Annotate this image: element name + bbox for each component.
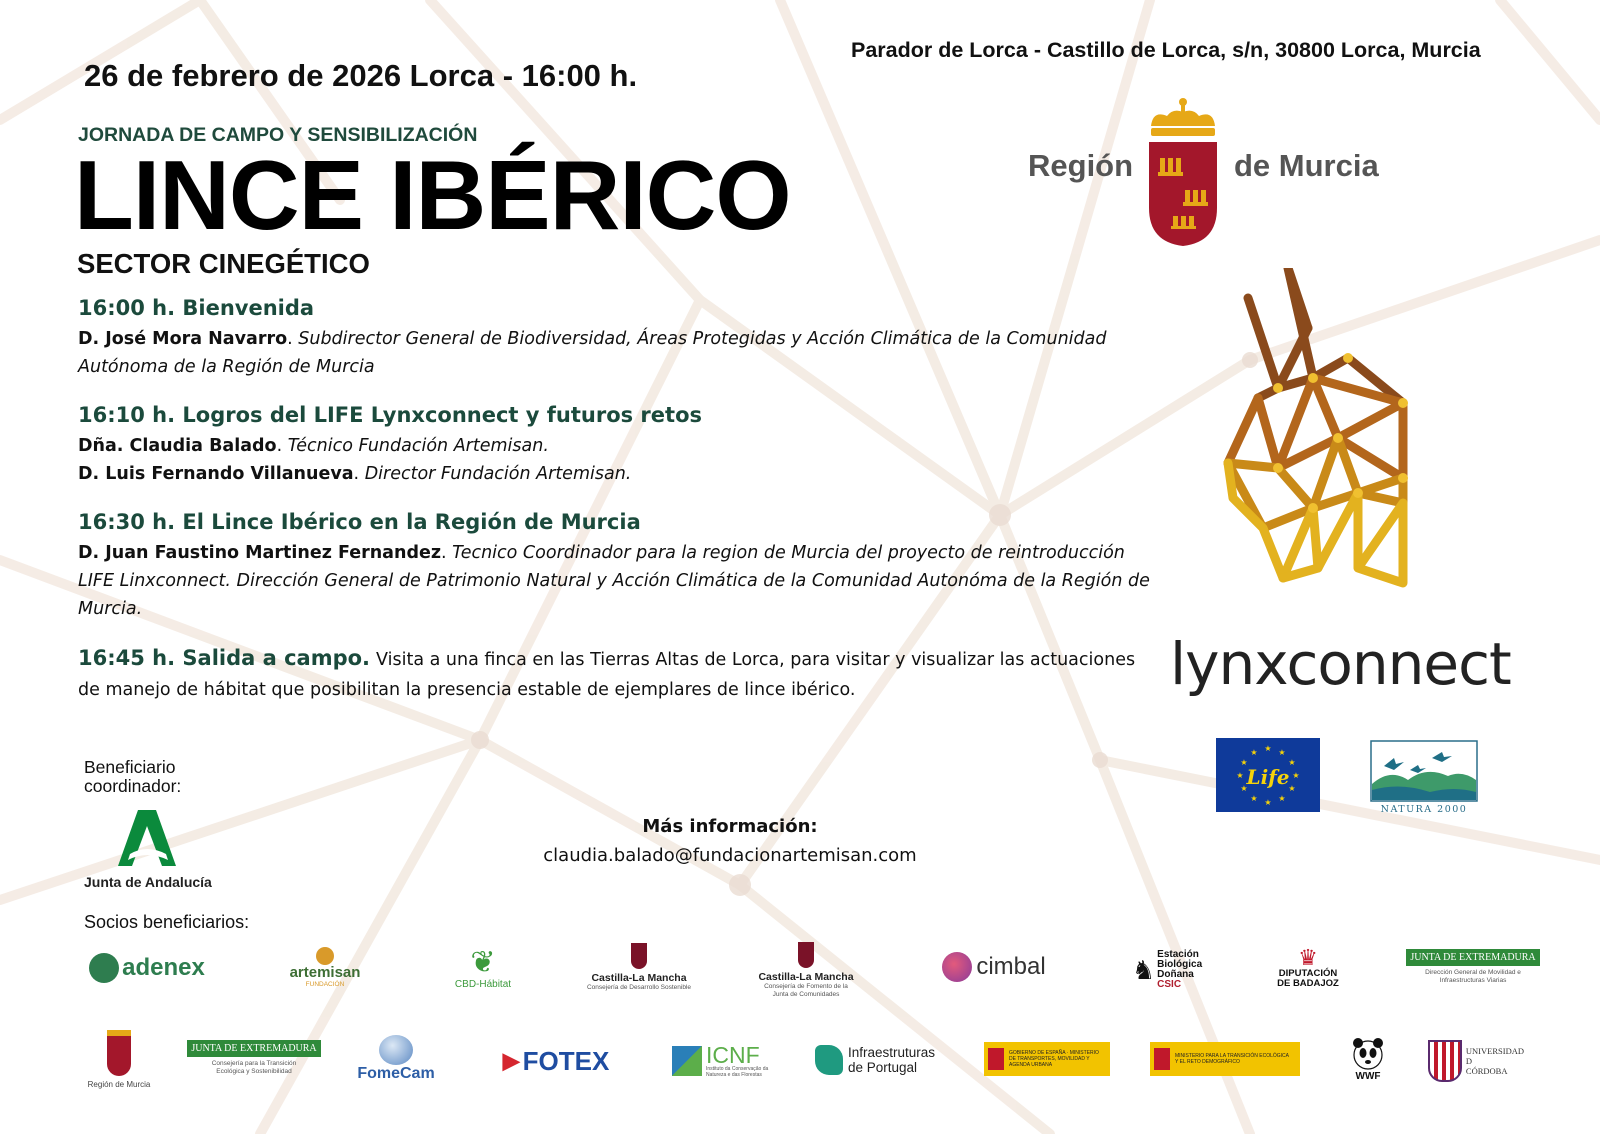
program-session <box>78 403 1158 488</box>
clm1-sub: Consejería de Desarrollo Sostenible <box>586 983 692 991</box>
artemisan-sub: FUNDACIÓN <box>305 981 345 988</box>
session-heading: 16:00 h. Bienvenida <box>78 296 315 320</box>
cimbal-label: cimbal <box>976 953 1046 980</box>
event-kicker: JORNADA DE CAMPO Y SENSIBILIZACIÓN <box>78 124 478 146</box>
svg-text:★: ★ <box>1240 758 1248 767</box>
event-date-line: 26 de febrero de 2026 Lorca - 16:00 h. <box>84 58 638 93</box>
session-description: Visita a una finca en las Tierras Altas de Lorca, para visitar y visualizar las actuaciones de manejo de hábitat que posibilitan la presencia estable de ejemplares de lince ibérico. <box>78 650 1136 700</box>
partner-logo-diputacion-badajoz <box>1274 938 1342 998</box>
cbd-label: CBD-Hábitat <box>454 978 512 990</box>
leaf-icon: ❦ <box>470 945 496 979</box>
clm-shield-icon <box>798 942 814 968</box>
extremadura1-sub: Dirección General de Movilidad e Infraestructuras Viarias <box>1425 969 1521 984</box>
svg-text:★: ★ <box>1292 771 1300 780</box>
partner-logo-wwf <box>1350 1034 1386 1084</box>
region-murcia-small-icon <box>107 1030 131 1076</box>
icnf-text <box>706 1044 770 1078</box>
svg-text:★: ★ <box>1240 784 1248 793</box>
svg-text:★: ★ <box>1264 798 1272 807</box>
panda-icon <box>1352 1037 1384 1071</box>
region-murcia-logo <box>1028 96 1418 256</box>
speaker-name: Dña. Claudia Balado <box>78 436 277 456</box>
partner-logo-fomecam <box>350 1030 442 1088</box>
session-heading: 16:45 h. Salida a campo. <box>78 646 371 670</box>
region-murcia-logo-text-right: de Murcia <box>1234 148 1379 183</box>
ebd-line4: CSIC <box>1157 979 1182 990</box>
partner-logo-region-murcia <box>84 1022 154 1096</box>
contact-title: Más información: <box>642 816 818 837</box>
badajoz-crown-icon: ♛ <box>1298 945 1318 970</box>
junta-andalucia-name: Junta de Andalucía <box>84 874 212 890</box>
partner-logo-junta-extremadura-1 <box>1410 944 1536 990</box>
clm2-label: Castilla-La Mancha <box>758 970 854 983</box>
region-murcia-logo-text-left: Región <box>1028 148 1134 183</box>
partner-logo-gobierno-mitma <box>984 1042 1110 1076</box>
beneficiary-label-line1: Beneficiario <box>84 757 176 777</box>
ebd-line2: Biológica <box>1157 959 1203 970</box>
adenex-label: adenex <box>122 954 205 981</box>
svg-text:★: ★ <box>1278 748 1286 757</box>
svg-text:★: ★ <box>1236 771 1244 780</box>
event-venue: Parador de Lorca - Castillo de Lorca, s/n, 30800 Lorca, Murcia <box>851 38 1481 62</box>
lynx-head-icon <box>1218 268 1468 628</box>
natura-2000-icon <box>1370 740 1478 816</box>
icnf-icon <box>672 1046 702 1076</box>
ebd-icon: ♞ <box>1131 954 1156 985</box>
fotex-icon: ▶ <box>502 1048 520 1073</box>
extremadura2-sub: Consejería para la Transición Ecológica y Sostenibilidad <box>211 1060 297 1075</box>
artemisan-icon <box>316 947 334 965</box>
clm-shield-icon <box>631 943 647 969</box>
partner-logo-cimbal <box>932 948 1056 986</box>
wwf-label: WWF <box>1355 1070 1381 1082</box>
speaker-role: Técnico Fundación Artemisan. <box>287 436 549 456</box>
program-session <box>78 645 1158 705</box>
svg-text:★: ★ <box>1288 784 1296 793</box>
spain-shield-icon <box>1154 1048 1170 1070</box>
junta-andalucia-logo-icon <box>116 808 178 870</box>
icnf-sub: Instituto da Conservação da Natureza e das Florestas <box>706 1066 769 1078</box>
page-title: LINCE IBÉRICO <box>74 140 791 250</box>
svg-text:★: ★ <box>1288 758 1296 767</box>
extremadura1-label: JUNTA DE EXTREMADURA <box>1406 949 1539 966</box>
ip-line2: de Portugal <box>847 1060 918 1075</box>
eu-life-flag-icon <box>1216 738 1320 812</box>
uco-shield-icon <box>1428 1040 1462 1082</box>
region-murcia-small-label: Región de Murcia <box>87 1079 151 1089</box>
fomecam-icon <box>379 1035 413 1065</box>
uco-line2: D <box>1465 1056 1473 1066</box>
uco-line3: CÓRDOBA <box>1465 1066 1508 1076</box>
beneficiary-label <box>84 758 181 796</box>
speaker-name: D. José Mora Navarro <box>78 329 288 349</box>
clm1-label: Castilla-La Mancha <box>591 971 687 984</box>
badajoz-line2: DE BADAJOZ <box>1277 978 1339 989</box>
ebd-line3: Doñana <box>1157 969 1194 980</box>
partner-logo-fotex <box>490 1044 622 1078</box>
speaker-entry: D. José Mora Navarro. Subdirector General de Biodiversidad, Áreas Protegidas y Acción Climática de la Comunidad Autónoma de la Región de Murcia <box>78 329 1107 377</box>
speaker-role: Tecnico Coordinador para la region de Murcia del proyecto de reintroducción LIFE Linxconnect. Dirección General de Patrimonio Natural y Acción Climática de la Comunidad Autonóma de la Región de Murcia. <box>78 543 1150 619</box>
program-list <box>78 296 1158 727</box>
extremadura2-label: JUNTA DE EXTREMADURA <box>187 1040 320 1057</box>
lynxconnect-wordmark: lynxconnect <box>1170 630 1511 698</box>
ip-icon <box>815 1045 843 1075</box>
partner-logo-ebd-csic <box>1132 944 1202 996</box>
partner-logo-adenex <box>82 950 212 986</box>
partner-logo-junta-extremadura-2 <box>191 1038 317 1078</box>
speaker-entry: D. Juan Faustino Martinez Fernandez. Tecnico Coordinador para la region de Murcia del proyecto de reintroducción LIFE Linxconnect. Dirección General de Patrimonio Natural y Acción Climática de la Comunidad Autonóma de la Región de Murcia. <box>78 543 1150 619</box>
ip-line1: Infraestruturas <box>847 1045 936 1060</box>
icnf-label: ICNF <box>706 1042 760 1068</box>
coat-of-arms-icon <box>1145 96 1221 248</box>
contact-email[interactable]: claudia.balado@fundacionartemisan.com <box>543 845 917 866</box>
partners-label: Socios beneficiarios: <box>84 912 250 932</box>
natura-label: NATURA 2000 <box>1380 804 1468 815</box>
ebd-text <box>1157 950 1202 990</box>
eu-life-label: Life <box>1246 765 1290 789</box>
uco-line1: UNIVERSIDAD <box>1465 1046 1524 1056</box>
page-subtitle: SECTOR CINEGÉTICO <box>77 248 370 279</box>
adenex-icon <box>89 953 119 983</box>
speaker-role: Director Fundación Artemisan. <box>364 464 632 484</box>
svg-text:★: ★ <box>1278 794 1286 803</box>
contact-info <box>530 816 930 866</box>
speaker-entry: D. Luis Fernando Villanueva. Director Fundación Artemisan. <box>78 464 632 484</box>
partner-logo-cbd-habitat <box>446 940 520 996</box>
badajoz-line1: DIPUTACIÓN <box>1278 968 1338 979</box>
partner-logo-castilla-la-mancha-1 <box>586 934 692 1000</box>
svg-text:★: ★ <box>1264 744 1272 753</box>
fotex-label: FOTEX <box>522 1045 610 1076</box>
partner-logo-castilla-la-mancha-2 <box>756 934 856 1006</box>
ip-text <box>848 1045 935 1075</box>
cimbal-icon <box>942 952 972 982</box>
program-session <box>78 296 1158 381</box>
artemisan-label: artemisan <box>289 964 361 981</box>
program-session <box>78 510 1158 623</box>
gob2-sub: MINISTERIO PARA LA TRANSICIÓN ECOLÓGICA Y EL RETO DEMOGRÁFICO <box>1175 1053 1289 1065</box>
uco-text <box>1466 1046 1524 1076</box>
speaker-entry: Dña. Claudia Balado. Técnico Fundación Artemisan. <box>78 436 549 456</box>
session-heading: 16:10 h. Logros del LIFE Lynxconnect y futuros retos <box>78 403 703 427</box>
svg-text:★: ★ <box>1250 794 1258 803</box>
speaker-name: D. Juan Faustino Martinez Fernandez <box>78 543 442 563</box>
partner-logo-infraestruturas-portugal <box>810 1042 940 1078</box>
gob1-sub: GOBIERNO DE ESPAÑA · MINISTERIO DE TRANSPORTES, MOVILIDAD Y AGENDA URBANA <box>1009 1050 1099 1068</box>
svg-text:★: ★ <box>1250 748 1258 757</box>
partner-logo-icnf <box>668 1040 774 1082</box>
spain-shield-icon <box>988 1048 1004 1070</box>
clm2-sub: Consejería de Fomento de la Junta de Comunidades <box>764 982 848 998</box>
session-heading: 16:30 h. El Lince Ibérico en la Región de Murcia <box>78 510 641 534</box>
beneficiary-label-line2: coordinador: <box>84 776 182 796</box>
speaker-name: D. Luis Fernando Villanueva <box>78 464 354 484</box>
partner-logo-gobierno-miteco <box>1150 1042 1300 1076</box>
fomecam-label: FomeCam <box>357 1065 435 1082</box>
speaker-role: Subdirector General de Biodiversidad, Áreas Protegidas y Acción Climática de la Comunidad Autónoma de la Región de Murcia <box>78 329 1107 377</box>
partner-logo-universidad-cordoba <box>1428 1038 1524 1084</box>
partner-logo-artemisan <box>284 944 366 992</box>
ebd-line1: Estación <box>1157 949 1199 960</box>
